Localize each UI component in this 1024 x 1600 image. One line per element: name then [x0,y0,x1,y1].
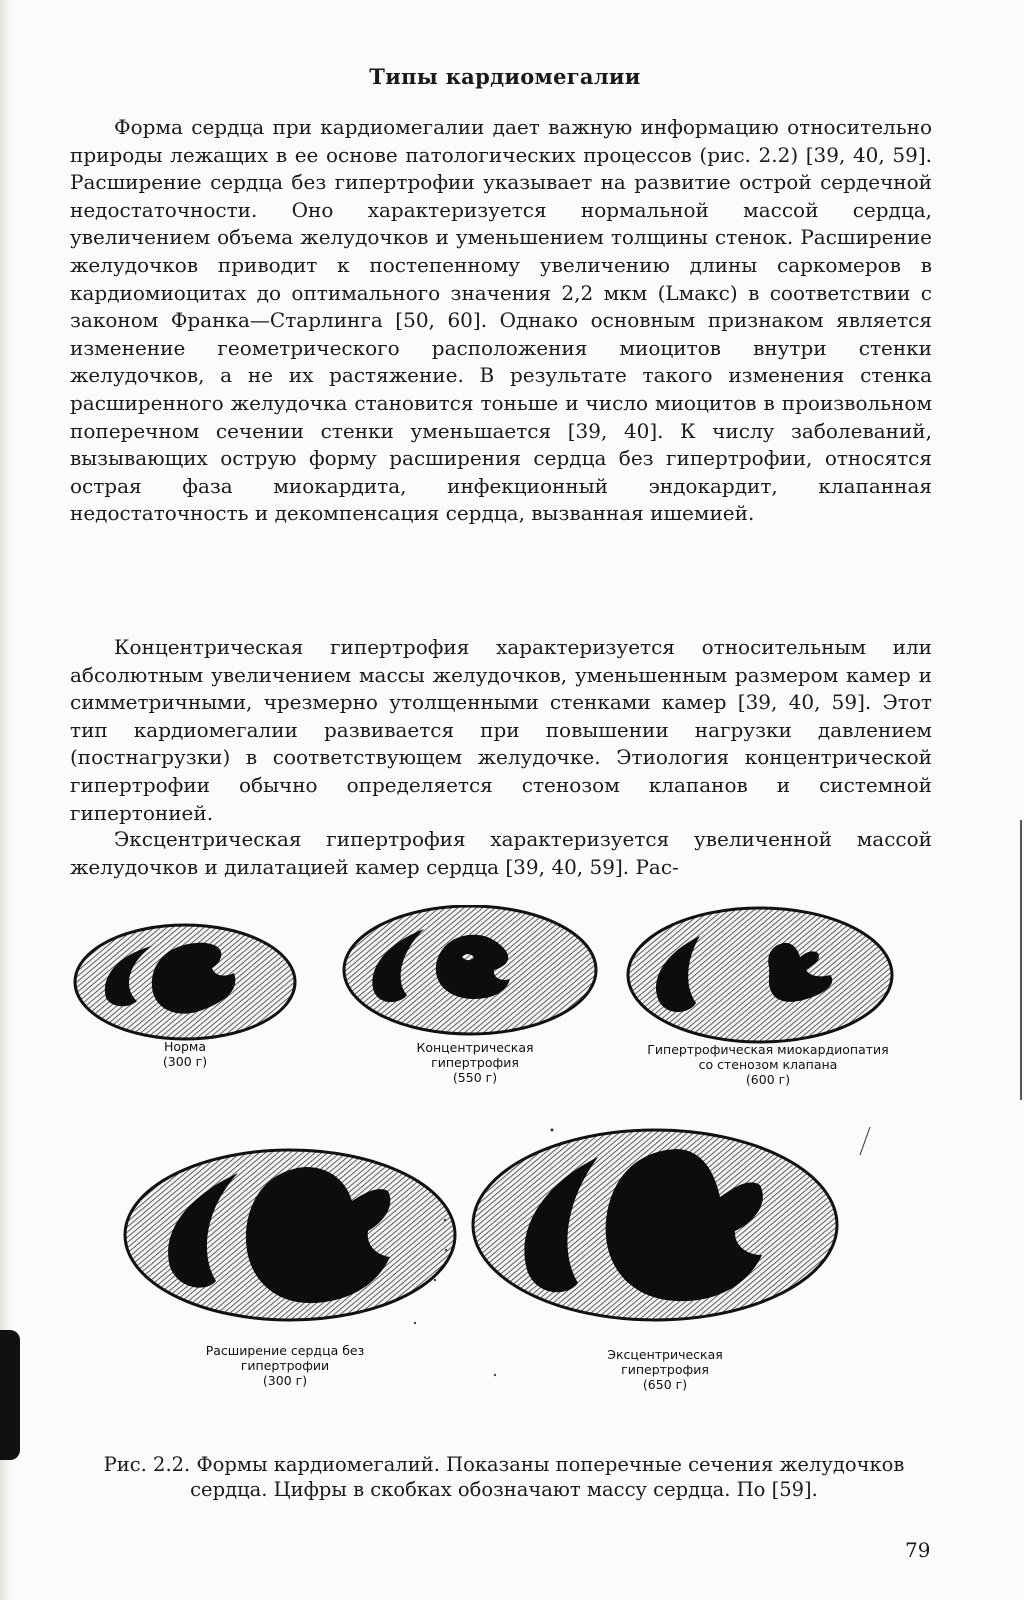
label-mass: (600 г) [745,1072,791,1087]
label-line2: со стенозом клапана [698,1057,838,1072]
paragraph-1 [70,114,932,540]
paragraph-text: Эксцентрическая гипертрофия характеризуется увеличенной массой желудочков и дилатацией камер сердца [39, 40, 59]. Рас- [70,827,932,879]
section-dilation [125,1150,455,1320]
label-dilation [180,1343,390,1388]
section-title: Типы кардиомегалии [369,64,641,89]
figure-2-2 [0,905,1024,1435]
label-mass: (300 г) [162,1054,208,1069]
paragraph-3 [70,826,932,893]
paragraph-text: Концентрическая гипертрофия характеризуется относительным или абсолютным увеличением массы желудочков, уменьшенным размером камер и симметричными, чрезмерно утолщенными стенками камер [39, 40, 59]. Этот тип кардиомегалии развивается при повышении нагрузки давлением (постнагрузки) в соответствующем желудочке. Этиология концентрической гипертрофии обычно определяется стенозом клапанов и системной гипертонией. [70,635,932,825]
heart-cross-sections-illustration [0,905,1024,1435]
label-mass: (650 г) [642,1377,688,1392]
section-eccentric [473,1130,837,1320]
label-line2: гипертрофия [621,1362,709,1377]
label-line2: гипертрофии [240,1358,330,1373]
label-line1: Гипертрофическая миокардиопатия [647,1042,889,1057]
label-line2: гипертрофия [431,1055,519,1070]
section-normal [75,925,295,1039]
label-mass: (300 г) [262,1373,308,1388]
section-hypertrophic-cardiomyopathy [628,908,892,1042]
label-concentric [395,1040,555,1085]
label-hypertrophic-cardiomyopathy [628,1042,908,1087]
label-normal [120,1039,250,1069]
label-line1: Эксцентрическая [607,1347,723,1362]
label-line1: Расширение сердца без [205,1343,365,1358]
page-number: 79 [905,1538,931,1562]
paragraph-text: Форма сердца при кардиомегалии дает важную информацию относительно природы лежащих в ее основе патологических процессов (рис. 2.2) [39, 40, 59]. Расширение сердца без гипертрофии указывает на развитие острой сердечной недостаточности. Оно характеризуется нормальной массой сердца, увеличением объема желудочков и уменьшением толщины стенок. Расширение желудочков приводит к постепенному увеличению длины саркомеров в кардиомиоцитах до оптимального значения 2,2 мкм (Lмакс) в соответствии с законом Франка—Старлинга [50, 60]. Однако основным признаком является изменение геометрического расположения миоцитов внутри стенки желудочков, а не их растяжение. В результате такого изменения стенка расширенного желудочка становится тоньше и число миоцитов в произвольном поперечном сечении стенки уменьшается [39, 40]. К числу заболеваний, вызывающих острую форму расширения сердца без гипертрофии, относятся острая фаза миокардита, инфекционный эндокардит, клапанная недостаточность и декомпенсация сердца, вызванная ишемией. [70,115,932,526]
label-mass: (550 г) [452,1070,498,1085]
label-line1: Норма [163,1039,207,1054]
paragraph-2 [70,634,932,839]
label-line1: Концентрическая [416,1040,534,1055]
label-eccentric [585,1347,745,1392]
section-concentric [344,906,596,1034]
figure-caption: Рис. 2.2. Формы кардиомегалий. Показаны поперечные сечения желудочков сердца. Цифры в скобках обозначают массу сердца. По [59]. [103,1453,905,1501]
